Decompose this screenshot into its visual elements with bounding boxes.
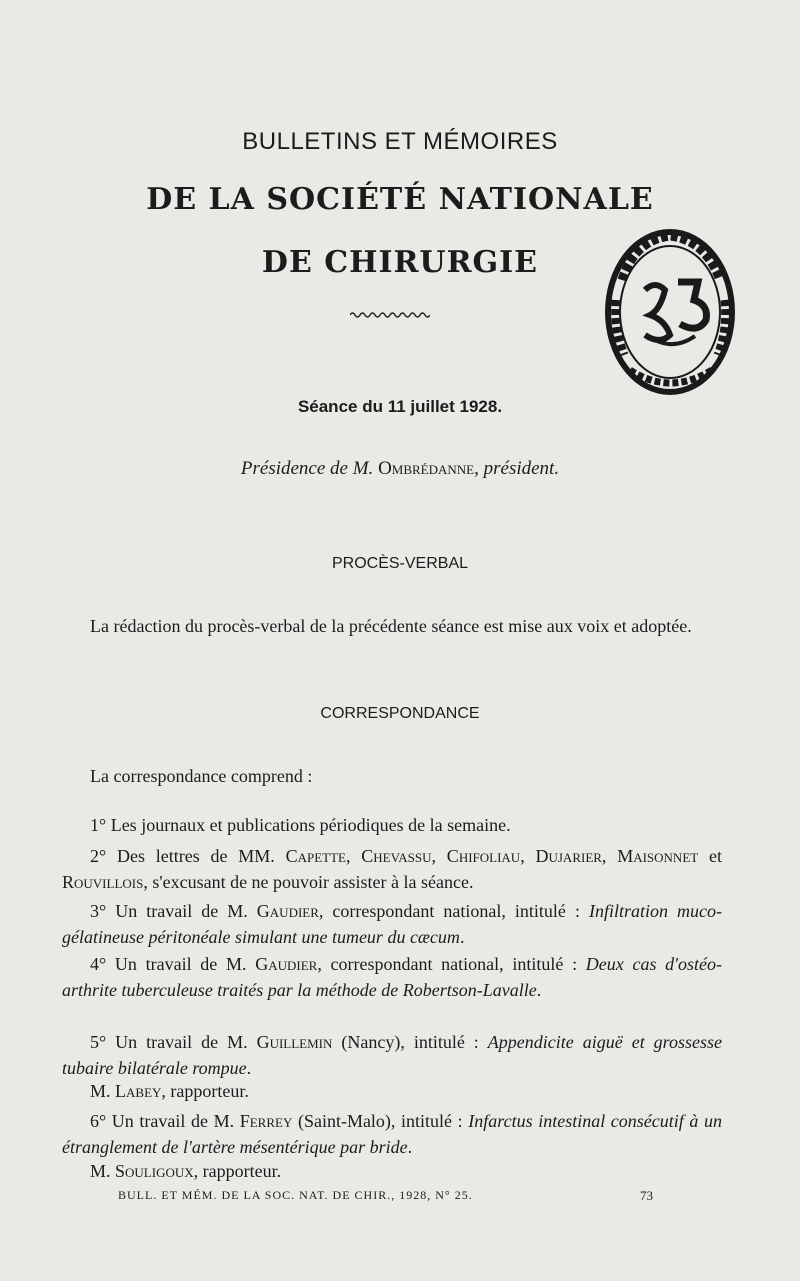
item-3-author: Gaudier xyxy=(256,901,319,921)
item-3-end: . xyxy=(459,927,465,947)
correspondance-item-6 xyxy=(62,1108,722,1160)
item-3-number: 3° Un travail de M. xyxy=(90,901,257,921)
proces-verbal-text: La rédaction du procès-verbal de la précédente séance est mise aux voix et adoptée. xyxy=(90,616,692,636)
correspondance-item-1: 1° Les journaux et publications périodiques de la semaine. xyxy=(90,815,511,835)
item-6-title: Infarctus intestinal consécutif à un étranglement de l'artère mésentérique par bride xyxy=(62,1111,723,1157)
ornament-divider-icon xyxy=(350,311,430,319)
item-4-number: 4° Un travail de M. xyxy=(90,954,256,974)
item-4-end: . xyxy=(536,980,542,1000)
item-6-author: Ferrey xyxy=(239,1111,293,1131)
item-5-end: . xyxy=(246,1058,252,1078)
presidence-line xyxy=(0,458,800,480)
item-6-number: 6° Un travail de M. xyxy=(90,1111,240,1131)
presidence-prefix: Présidence de M. xyxy=(240,458,379,479)
item-6-end: . xyxy=(407,1137,413,1157)
item-6-rapporteur xyxy=(62,1158,722,1184)
seance-date: Séance du 11 juillet 1928. xyxy=(297,397,503,416)
correspondance-item-4 xyxy=(62,951,722,1003)
page-number: 73 xyxy=(640,1188,653,1203)
item-2-rest: , s'excusant de ne pouvoir assister à la séance. xyxy=(143,872,474,892)
item-5-number: 5° Un travail de M. xyxy=(90,1032,257,1052)
correspondance-intro: La correspondance comprend : xyxy=(90,766,313,786)
item-2-et: et xyxy=(698,846,722,866)
item-4-mid: , correspondant national, intitulé : xyxy=(317,954,586,974)
item-3-title: Infiltration muco-gélatineuse péritonéale simulant une tumeur du cæcum xyxy=(62,901,722,947)
rapporteur-6-name: Souligoux xyxy=(115,1161,194,1181)
rapporteur-5-prefix: M. xyxy=(90,1081,116,1101)
correspondance-item-5 xyxy=(62,1029,722,1081)
header-line-1: BULLETINS ET MÉMOIRES xyxy=(242,128,558,155)
rapporteur-5-suffix: , rapporteur. xyxy=(161,1081,249,1101)
footer-citation: BULL. ET MÉM. DE LA SOC. NAT. DE CHIR., 1928, N° 25. xyxy=(118,1188,473,1202)
section-heading-proces-verbal: PROCÈS-VERBAL xyxy=(331,555,469,572)
item-5-mid: (Nancy), intitulé : xyxy=(332,1032,488,1052)
rapporteur-6-suffix: , rapporteur. xyxy=(193,1161,282,1181)
header-line-2: DE LA SOCIÉTÉ NATIONALE xyxy=(146,182,654,217)
item-5-title: Appendicite aiguë et grossesse tubaire bilatérale rompue xyxy=(62,1032,723,1078)
item-5-rapporteur xyxy=(62,1078,722,1104)
item-4-author: Gaudier xyxy=(255,954,318,974)
section-heading-correspondance: CORRESPONDANCE xyxy=(320,705,480,722)
item-2-names-2: Rouvillois xyxy=(62,872,144,892)
item-6-mid: (Saint-Malo), intitulé : xyxy=(292,1111,469,1131)
item-3-mid: , correspondant national, intitulé : xyxy=(318,901,589,921)
library-stamp-icon xyxy=(600,220,740,405)
item-2-number: 2° Des lettres de MM. xyxy=(90,846,286,866)
item-4-title: Deux cas d'ostéo-arthrite tuberculeuse traités par la méthode de Robertson-Lavalle xyxy=(62,954,723,1000)
item-2-names: Capette, Chevassu, Chifoliau, Dujarier, Maisonnet xyxy=(285,846,699,866)
correspondance-item-3 xyxy=(62,898,722,950)
rapporteur-6-prefix: M. xyxy=(90,1161,116,1181)
correspondance-item-2 xyxy=(62,843,722,895)
president-name: Ombrédanne xyxy=(378,458,475,479)
rapporteur-5-name: Labey xyxy=(115,1081,162,1101)
header-line-3: DE CHIRURGIE xyxy=(261,245,539,280)
item-5-author: Guillemin xyxy=(256,1032,333,1052)
presidence-suffix: , président. xyxy=(474,458,560,479)
